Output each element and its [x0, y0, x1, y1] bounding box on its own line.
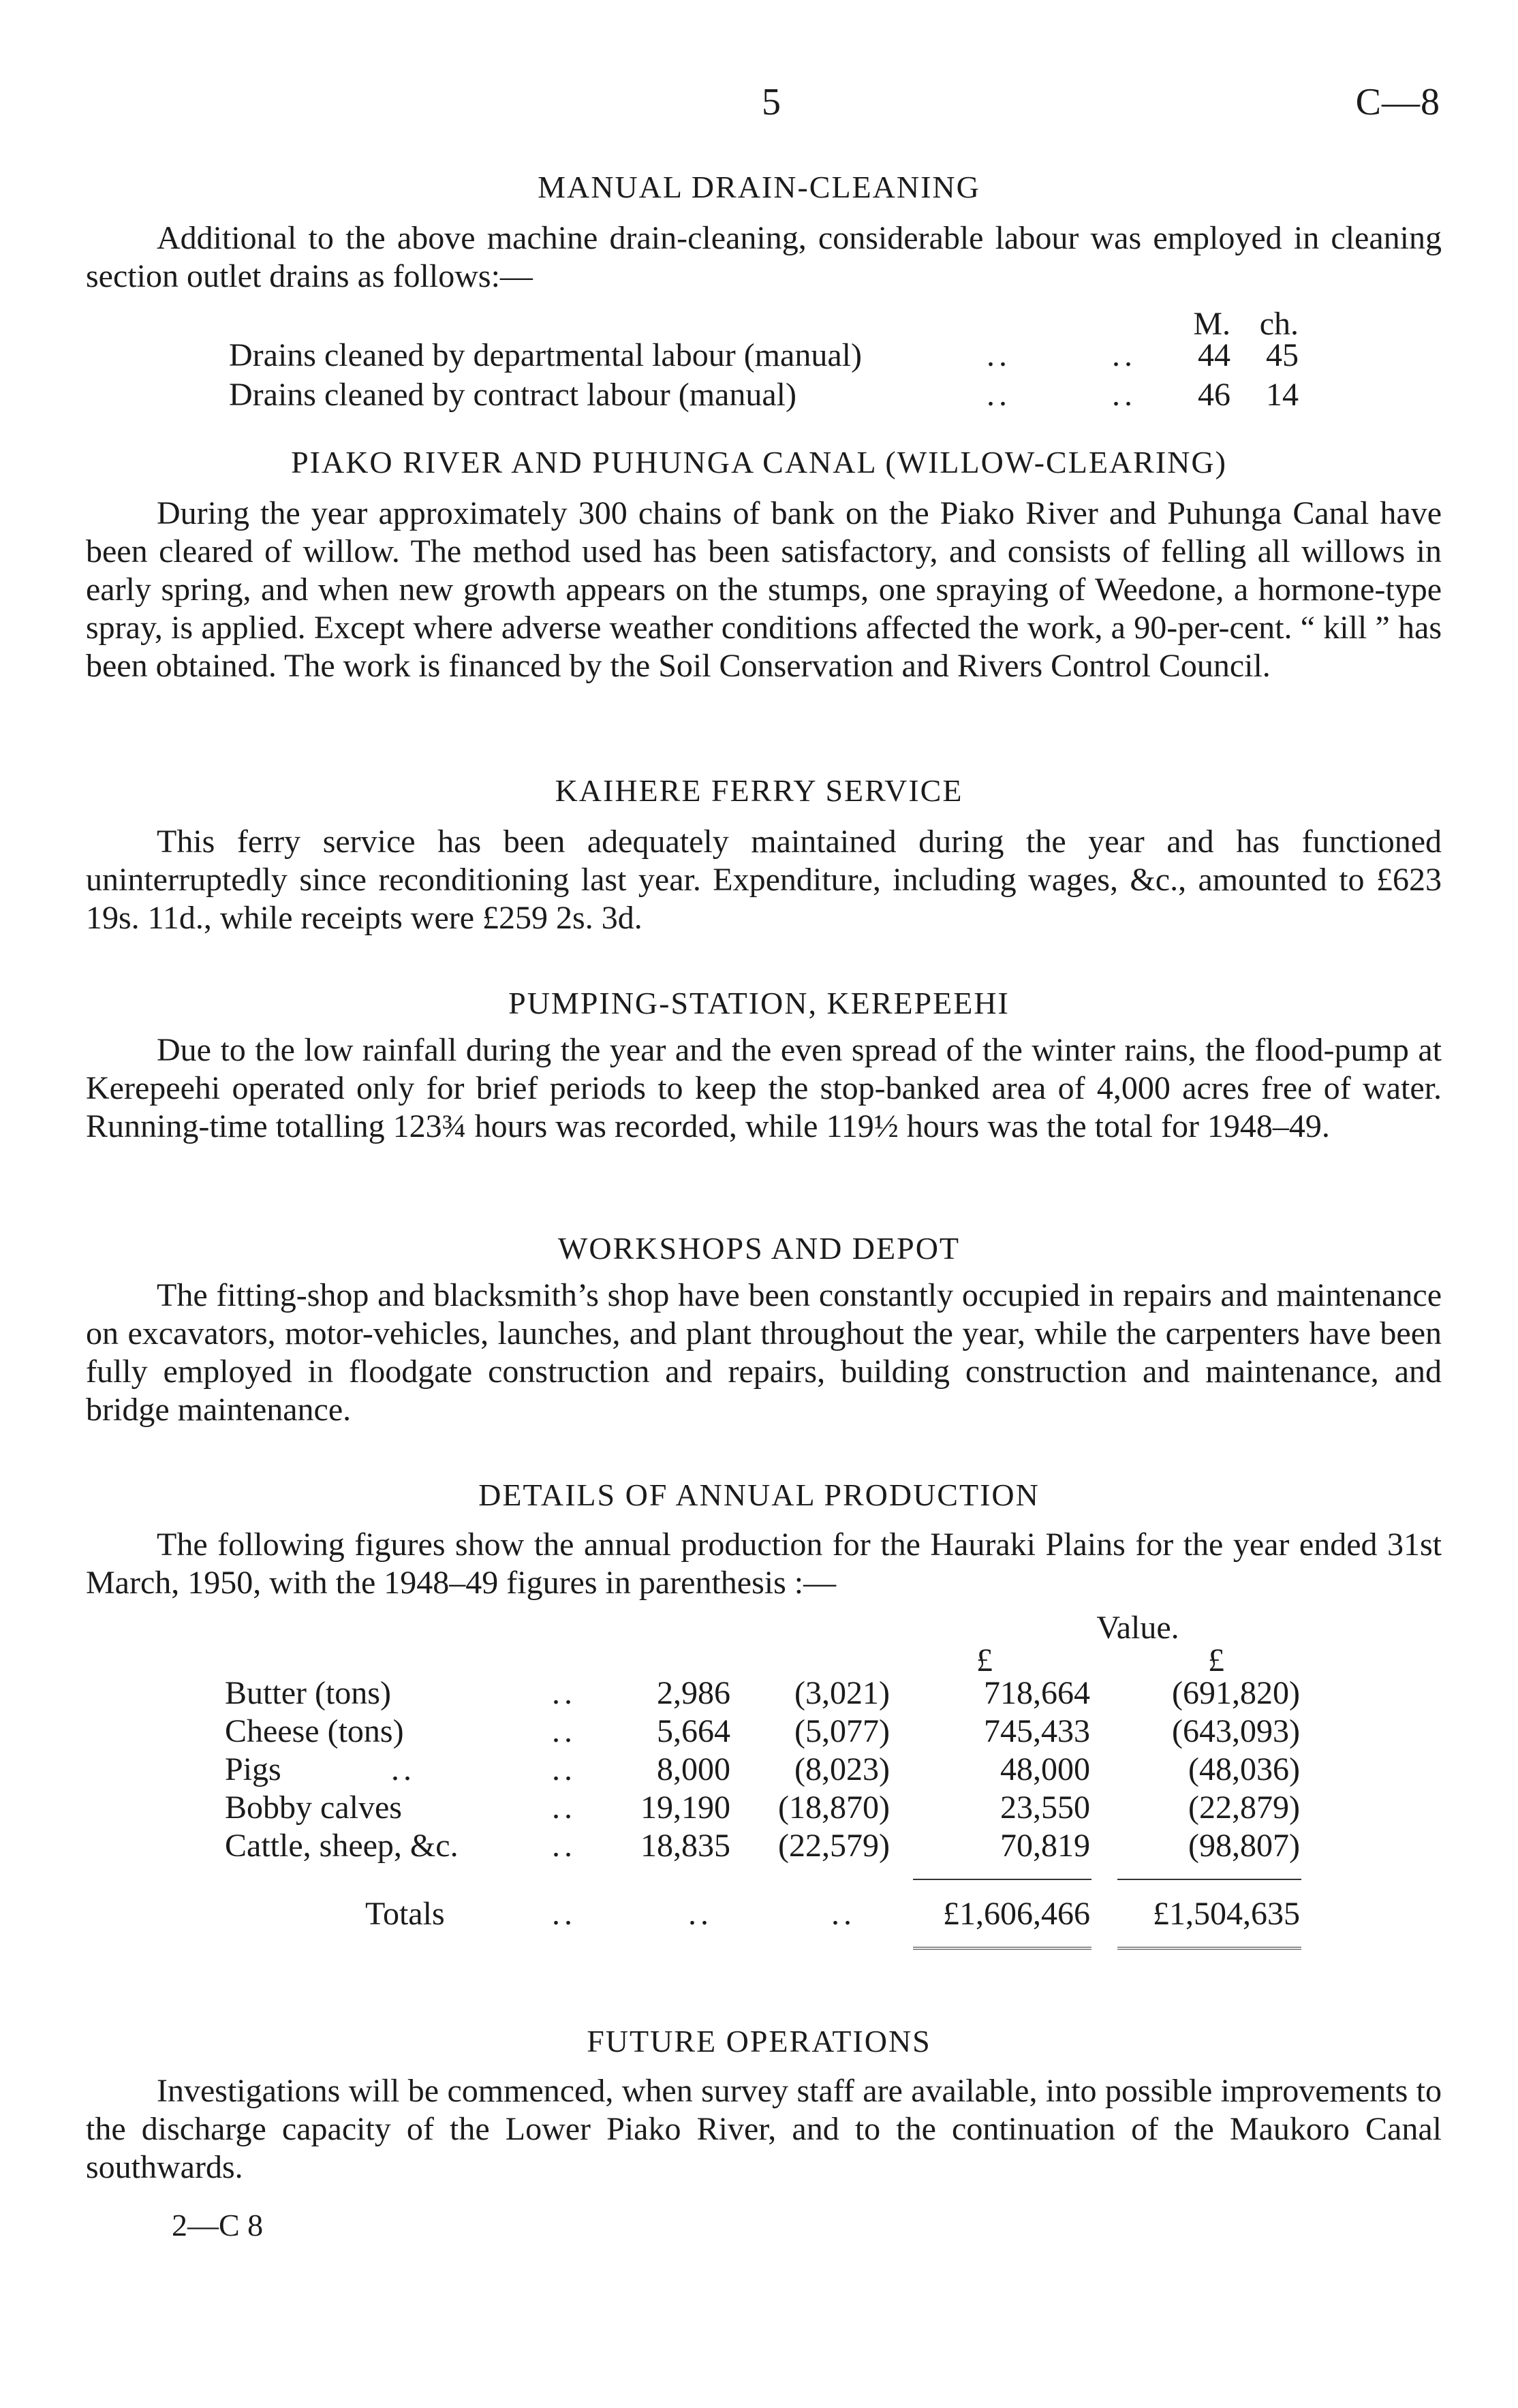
production-dots: ..	[391, 1751, 416, 1787]
production-value: 23,550	[1000, 1789, 1090, 1826]
production-value-prev: (22,879)	[1188, 1789, 1300, 1826]
total-double-rule	[913, 1947, 1091, 1951]
drain-row-label: Drains cleaned by contract labour (manual)	[229, 377, 796, 413]
drain-row-label: Drains cleaned by departmental labour (manual)	[229, 337, 862, 373]
production-value-prev: (98,807)	[1188, 1828, 1300, 1864]
production-value-prev: (48,036)	[1188, 1751, 1300, 1787]
paragraph-piako: During the year approximately 300 chains of bank on the Piako River and Puhunga Canal have been cleared of willow. The method used has been satisfactory, and consists of felling all willows in early spring, and when new growth appears on the stumps, one spraying of Weedone, a hormone-type spray, is applied. Except where adverse weather conditions affected the work, a 90-per-cent. “ kill ” has been obtained. The work is financed by the Soil Conservation and Rivers Control Council.	[86, 495, 1442, 684]
production-qty-prev: (8,023)	[794, 1751, 890, 1787]
drain-row-dots: ..	[1112, 337, 1136, 373]
production-value-prev: (643,093)	[1172, 1713, 1300, 1749]
production-qty-prev: (5,077)	[794, 1713, 890, 1749]
heading-kaihere-ferry: KAIHERE FERRY SERVICE	[555, 773, 963, 808]
production-value: 48,000	[1000, 1751, 1090, 1787]
production-dots: ..	[552, 1713, 576, 1749]
drain-col-m: M.	[1193, 306, 1230, 342]
production-currency: £	[976, 1642, 993, 1678]
production-dots: ..	[552, 1828, 576, 1864]
total-double-rule	[1117, 1947, 1301, 1951]
drain-row-dots: ..	[1112, 377, 1136, 413]
production-dots: ..	[552, 1789, 576, 1826]
document-reference: C—8	[1355, 81, 1440, 123]
production-qty: 8,000	[657, 1751, 730, 1787]
production-value: 745,433	[984, 1713, 1090, 1749]
heading-future-operations: FUTURE OPERATIONS	[587, 2024, 931, 2059]
page-number: 5	[762, 81, 781, 123]
subtotal-rule	[1117, 1879, 1301, 1880]
totals-dots: ..	[688, 1896, 713, 1932]
production-value-prev: (691,820)	[1172, 1675, 1300, 1711]
production-qty: 5,664	[657, 1713, 730, 1749]
production-qty: 2,986	[657, 1675, 730, 1711]
heading-pumping-station: PUMPING-STATION, KEREPEEHI	[508, 986, 1010, 1020]
totals-label: Totals	[365, 1896, 445, 1932]
production-dots: ..	[552, 1675, 576, 1711]
paragraph-ferry: This ferry service has been adequately maintained during the year and has functioned uninterruptedly since reconditioning last year. Expenditure, including wages, &c., amounted to £623 19s. 11d., while receipts were £259 2s. 3d.	[86, 824, 1442, 936]
totals-dots: ..	[552, 1896, 576, 1932]
paragraph-pumping: Due to the low rainfall during the year and the even spread of the winter rains, the flood-pump at Kerepeehi operated only for brief periods to keep the stop-banked area of 4,000 acres free of water. Running-time totalling 123¾ hours was recorded, while 119½ hours was the total for 1948–49.	[86, 1032, 1442, 1144]
drain-row-miles: 44	[1198, 337, 1230, 373]
paragraph-production-intro: The following figures show the annual production for the Hauraki Plains for the year ended 31st March, 1950, with the 1948–49 figures in parenthesis :—	[86, 1527, 1442, 1601]
production-item: Cheese (tons)	[225, 1713, 404, 1749]
heading-piako-river: PIAKO RIVER AND PUHUNGA CANAL (WILLOW-CLEARING)	[291, 445, 1227, 480]
heading-workshops: WORKSHOPS AND DEPOT	[557, 1231, 961, 1266]
drain-row-dots: ..	[987, 377, 1011, 413]
heading-annual-production: DETAILS OF ANNUAL PRODUCTION	[478, 1477, 1040, 1512]
drain-row-dots: ..	[987, 337, 1011, 373]
production-item: Bobby calves	[225, 1789, 402, 1826]
production-qty-prev: (3,021)	[794, 1675, 890, 1711]
production-qty-prev: (18,870)	[778, 1789, 890, 1826]
production-currency: £	[1208, 1642, 1224, 1678]
subtotal-rule	[913, 1879, 1091, 1880]
production-item: Cattle, sheep, &c.	[225, 1828, 459, 1864]
totals-dots: ..	[831, 1896, 856, 1932]
paragraph-drain-intro: Additional to the above machine drain-cleaning, considerable labour was employed in cleaning section outlet drains as follows:—	[86, 220, 1442, 294]
production-value: 718,664	[984, 1675, 1090, 1711]
drain-row-miles: 46	[1198, 377, 1230, 413]
drain-col-ch: ch.	[1259, 306, 1299, 342]
drain-row-chains: 45	[1266, 337, 1299, 373]
production-value-label: Value.	[1096, 1610, 1179, 1646]
production-dots: ..	[552, 1751, 576, 1787]
paragraph-workshops: The fitting-shop and blacksmith’s shop have been constantly occupied in repairs and maintenance on excavators, motor-vehicles, launches, and plant throughout the year, while the carpenters have been fully employed in floodgate construction and repairs, building construction and maintenance, and bridge maintenance.	[86, 1277, 1442, 1428]
production-qty-prev: (22,579)	[778, 1828, 890, 1864]
drain-row-chains: 14	[1266, 377, 1299, 413]
signature-mark: 2—C 8	[172, 2208, 264, 2242]
production-value: 70,819	[1000, 1828, 1090, 1864]
production-qty: 19,190	[640, 1789, 730, 1826]
totals-value: £1,606,466	[943, 1896, 1090, 1932]
production-item: Butter (tons)	[225, 1675, 391, 1711]
production-qty: 18,835	[640, 1828, 730, 1864]
totals-value-prev: £1,504,635	[1153, 1896, 1300, 1932]
production-item: Pigs	[225, 1751, 281, 1787]
heading-manual-drain-cleaning: MANUAL DRAIN-CLEANING	[538, 170, 980, 204]
paragraph-future: Investigations will be commenced, when survey staff are available, into possible improvements to the discharge capacity of the Lower Piako River, and to the continuation of the Maukoro Canal southwards.	[86, 2073, 1442, 2185]
